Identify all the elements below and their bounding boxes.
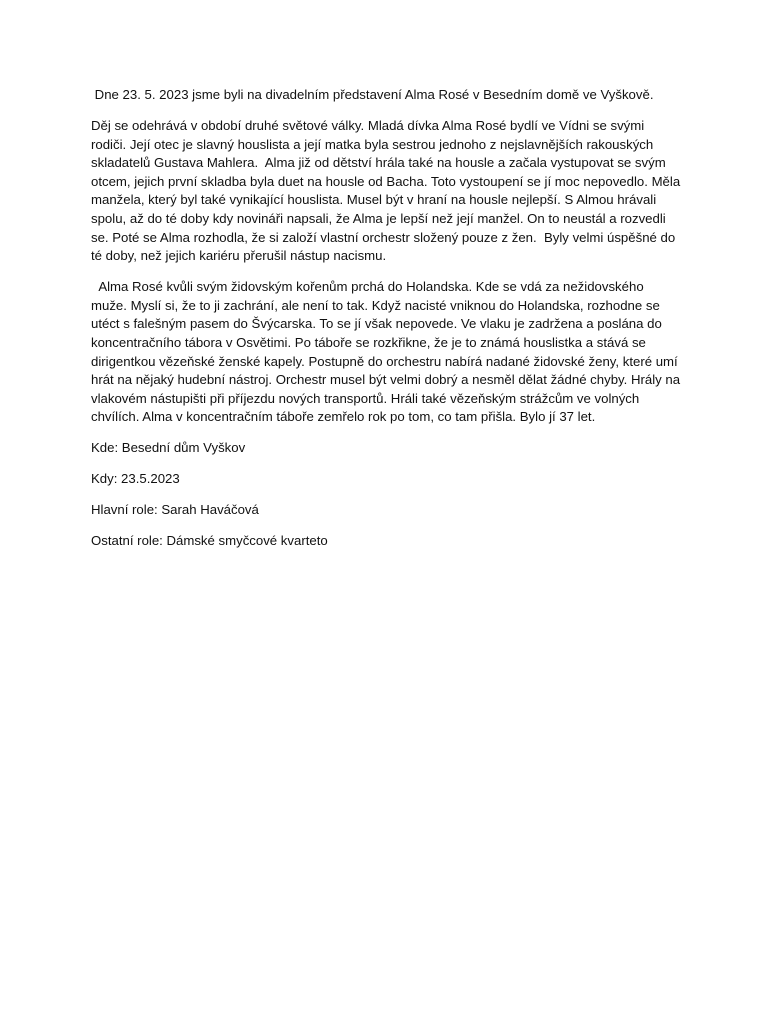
plot-paragraph-2: Alma Rosé kvůli svým židovským kořenům prchá do Holandska. Kde se vdá za nežidovského muže. Myslí si, že to ji zachrání, ale není to tak. Když nacisté vniknou do Holandska, rozhodne se utéct s falešným pasem do Švýcarska. To se jí však nepovede. Ve vlaku je zadržena a poslána do koncentračního tábora v Osvětimi. Po táboře se rozkřikne, že je to známá houslistka a stává se dirigentkou vězeňské ženské kapely. Postupně do orchestru nabírá nadané židovské ženy, které umí hrát na nějaký hudební nástroj. Orchestr musel být velmi dobrý a nesměl dělat žádné chyby. Hrály na vlakovém nástupišti při příjezdu nových transportů. Hráli také vězeňským strážcům ve volných chvílích. Alma v koncentračním táboře zemřelo rok po tom, co tam přišla. Bylo jí 37 let. — [91, 279, 684, 425]
venue-line: Kde: Besední dům Vyškov — [91, 440, 246, 456]
lead-role-line: Hlavní role: Sarah Haváčová — [91, 502, 259, 518]
plot-paragraph-1: Děj se odehrává v období druhé světové války. Mladá dívka Alma Rosé bydlí ve Vídni se svými rodiči. Její otec je slavný houslista a její matka byla sestrou jednoho z nejslavnějších rakouských skladatelů Gustava Mahlera. Alma již od dětství hrála také na housle a začala vystupovat se svým otcem, jejich první skladba byla duet na housle od Bacha. Toto vystoupení se jí moc nepovedlo. Měla manžela, který byl také vynikající houslista. Musel být v hraní na housle nejlepší. S Almou hrávali spolu, až do té doby kdy novináři napsali, že Alma je lepší než její manžel. On to neustál a rozvedli se. Poté se Alma rozhodla, že si založí vlastní orchestr složený pouze z žen. Byly velmi úspěšné do té doby, než jejich kariéru přerušil nástup nacismu. — [91, 117, 684, 264]
intro-paragraph: Dne 23. 5. 2023 jsme byli na divadelním představení Alma Rosé v Besedním domě ve Vyškově. — [91, 87, 654, 102]
other-roles-line: Ostatní role: Dámské smyčcové kvarteto — [91, 533, 328, 549]
document-body — [91, 86, 684, 563]
date-line: Kdy: 23.5.2023 — [91, 471, 180, 487]
